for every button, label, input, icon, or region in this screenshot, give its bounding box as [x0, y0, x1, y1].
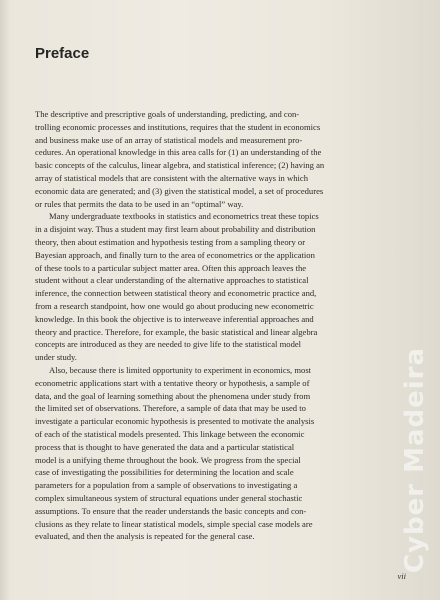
text-line: student without a clear understanding of the alternative approaches to statistical	[35, 275, 309, 286]
text-line: Also, because there is limited opportunity to experiment in economics, most	[49, 364, 312, 375]
text-line: theory and practice. Therefore, for example, the basic statistical and linear algebra	[35, 326, 318, 337]
text-line: assumptions. To ensure that the reader understands the basic concepts and con-	[35, 505, 307, 516]
paragraph-1	[35, 108, 403, 210]
text-line: basic concepts of the calculus, linear algebra, and statistical inference; (2) having an	[35, 160, 325, 171]
page-title: Preface	[35, 45, 90, 62]
text-line: complex simultaneous system of structural equations under general stochastic	[35, 492, 303, 503]
paragraph-2	[35, 210, 403, 364]
text-line: trolling economic processes and institutions, requires that the student in economics	[35, 121, 321, 132]
paragraph-3	[35, 364, 403, 543]
text-line: of these tools to a particular subject matter area. Often this approach leaves the	[35, 262, 307, 273]
text-line: and business make use of an array of statistical models and measurement pro-	[35, 134, 303, 145]
text-line: econometric applications start with a tentative theory or hypothesis, a sample of	[35, 377, 310, 388]
text-line: The descriptive and prescriptive goals of understanding, predicting, and con-	[35, 109, 300, 119]
text-line: Bayesian approach, and finally turn to the area of econometrics or the application	[35, 249, 315, 260]
preface-body	[35, 108, 403, 543]
text-line: inference, the connection between statistical theory and econometric practice and,	[35, 288, 317, 299]
text-line: under study.	[35, 352, 77, 363]
text-line: model is a unifying theme throughout the book. We progress from the special	[35, 454, 301, 465]
text-line: the limited set of observations. Therefore, a sample of data that may be used to	[35, 403, 306, 414]
text-line: array of statistical models that are consistent with the alternative ways in which	[35, 172, 309, 183]
text-line: data, and the goal of learning something about the phenomena under study from	[35, 390, 311, 401]
watermark	[395, 330, 435, 590]
text-line: cedures. An operational knowledge in this area calls for (1) an understanding of the	[35, 147, 322, 158]
text-line: process that is thought to have generated the data and a particular statistical	[35, 441, 295, 452]
text-line: knowledge. In this book the objective is to interweave inferential approaches and	[35, 313, 314, 324]
text-line: or rules that permits the data to be used in an “optimal” way.	[35, 198, 244, 209]
text-line: evaluated, and then the analysis is repeated for the general case.	[35, 531, 255, 542]
text-line: economic data are generated; and (3) given the statistical model, a set of procedures	[35, 185, 324, 196]
text-line: clusions as they relate to linear statistical models, simple special case models are	[35, 518, 313, 529]
text-line: from a research standpoint, how one would go about producing new econometric	[35, 300, 314, 311]
text-line: concepts are introduced as they are needed to give life to the statistical model	[35, 339, 302, 350]
text-line: theory, then about estimation and hypothesis testing from a sampling theory or	[35, 236, 306, 247]
text-line: case of investigating the possibilities for determining the location and scale	[35, 467, 294, 478]
page-gutter-shadow	[0, 0, 10, 600]
text-line: of each of the statistical models presented. This linkage between the economic	[35, 428, 305, 439]
text-line: Many undergraduate textbooks in statistics and econometrics treat these topics	[49, 211, 319, 222]
text-line: in a disjoint way. Thus a student may first learn about probability and distribution	[35, 224, 316, 235]
text-line: investigate a particular economic hypothesis is presented to motivate the analysis	[35, 416, 315, 427]
text-line: parameters for a population from a sample of observations to investigating a	[35, 480, 298, 491]
page-number: vii	[397, 571, 406, 581]
watermark-text: Cyber Madeira	[400, 346, 430, 574]
